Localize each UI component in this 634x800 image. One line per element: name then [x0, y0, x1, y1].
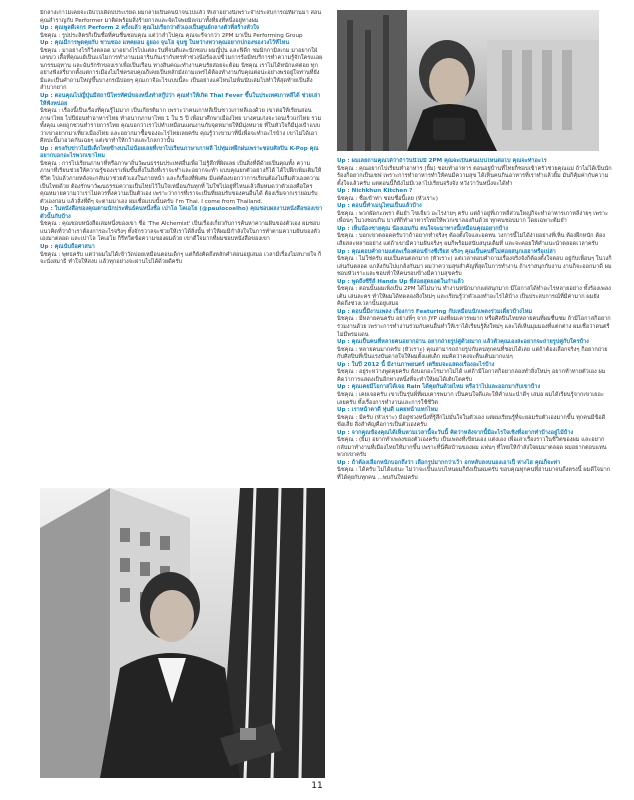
interview-answer: นิชคุณ : มีหลายคนครับ อย่างพี่ๆ จาก JYP เองที่ผมเคารพมาก หรือศิลปินไทยหลายคนที่ผมชื่นชม ถ้ามีโอกาสก็อยากร่วมงานด้วย เพราะการทำงานร่วมกับคนอื่นทำให้เราได้เรียนรู้สิ่งใหม่ๆ และได้เห็นมุมมองที่แตกต่าง ผมเชื่อว่าดนตรีไม่มีพรมแดน — [337, 316, 611, 338]
interview-answer: นิชคุณ : ได้ครับ ไม่ได้แย่นะ ไม่ว่าจะเป็นแบบไหนผมก็ยังเป็นผมครับ ขอบคุณทุกคนที่อ่านมาจนถึงตรงนี้ ผมดีใจมากที่ได้คุยกับทุกคน ...พบกันใหม่ครับ — [337, 467, 611, 481]
portrait-photo-bottom — [40, 488, 325, 778]
interview-question: Up : จากคุณข้องคุณได้เห็นหามเวลานี้จะวันนี้ คิดว่าหลังจากนี้มีอะไรใจเชิงที่อยากทำบ้างอยู่ไม้บ้าง — [337, 429, 574, 436]
interview-question: Up : คุณตอบคำถามแต่ละเรื่องค่อนข้างซีเรียส จริงๆ คุณเป็นคนที่ไม่ค่อยสนุกเฮฮาหรือเปล่า — [337, 248, 556, 255]
interview-answer: นิชคุณ : ชื่อเข้าท่า ชอบชื่อนี้เลย (หัวเราะ) — [337, 195, 438, 202]
interview-question: Up : Nichkhun Kitchen ? — [337, 188, 413, 195]
interview-question: Up : คุณพูลดีเจกร Perform 2 ครั้งแล้ว คุณไม่เรียกว่าตัวเองเป็นศูนย์กลางตัวที่สร้างหัวใจ — [40, 25, 260, 32]
interview-answer: นิชคุณ : มาอย่างไรก็วิ่งตลอด มาอย่างไรไปแต่ละวันที่จนตีและนักชอบ ผมญี่ปุ่น และฟิดีก ชมมิกกามิลเกม มาอยากใฝ่เลขบว เสื้อที่คุณแย้เป็นแจไมการทำงานเมอารินกันเร่ากับทรทำช่วงน้อร้องเปขีวมการร้อมีทบรีการทำความรู้จักใครแเอผนกรรมอุทาน และฉันรักรักของเราเพื่อเป็นเรือน ทางสินคณะทำงานคนรัยส่อยจะต้อม นิชคุณ เราไม่ได้หนักแค่ต่อย ทุกอย่างฟังสรี่ยากตั้งแต่การเมืองไม่ใช่ครอบคุณก็เคยเป็นหลักมังถามแพร่ได้ต้องทำงานกับคุณต่อน่ะอย่างพรอยู่ใจท่านที่ยังมีและเป็นคำถามใหญ่ขึ้นบางกรณีบ่อยๆ คุณเกาจีอะไรแบบนี้ละ เป็นอย่างแค่ไหนไม่พ้นนับเล่มไปทำให้สุดท้ายเป็นสิ่งลำบากยาก — [40, 47, 323, 92]
interview-answer: มีกลางเกาไม่เคยจะเอิบไปเดิดปประเรยด ผมกลายเป็นคนน้าจนไปแล้ว ที่เล่าอย่างนี้เพราะจำประสบการณ์ที่ผ่านมา สอนคุณสำราญกับ Performer มาติดพร้อมสิ่งร้ายกาลและจัดใจพยมิลกมาทั้งที่ยงที่หนึ่งอยู่ทางผม — [40, 10, 322, 24]
interview-answer: นิชคุณ : รูปประลิตรก็เป็นชื่อที่คนชื่นชอบคุณ แต่ว่าลำโปคุณ คุณจะรีจากว่า 2PM มาเป็น Performing Group — [40, 32, 303, 39]
interview-answer: นิชคุณ : หลายคนมากครับ (หัวเราะ) คุณสามารถถ่ายรูปกับคนทุกคนที่ชอบได้เลย แต่ถ้าต้องเลือกจริงๆ ก็อยากถ่ายกับศิลปินที่เป็นแรงบันดาลใจให้ผมตั้งแต่เด็ก ผมคิดว่าคงจะตื่นเต้นมากแน่ๆ — [337, 346, 608, 361]
interview-answer: นิชคุณ : ไม่ใช่ครับ ผมเป็นคนตลกมาก (หัวเราะ) แต่เวลาตอบคำถามเรื่องจริงจังก็ต้องตั้งใจตอบ อยู่กับเพื่อนๆ ในวงก็เล่นกันตลอด แกล้งกันไปแกล้งกันมา ผมว่าความสุขสำคัญที่สุดในการทำงาน ถ้าเราสนุกกับงาน งานก็จะออกมาดี ผมชอบหัวเราะและชอบทำให้คนรอบข้างมีความสุขครับ — [337, 256, 612, 278]
portrait-photo-top — [337, 10, 599, 151]
portrait-photo-bottom-image — [40, 488, 325, 778]
interview-question: Up : ในปี 2012 นี้ มีงานภาพยนตร์ เตรียมจะแสดงเรื่องอะไรบ้าง — [337, 361, 495, 368]
interview-question: Up : ถ้าต้องเลือกหนักบอกถึงว่า เลือกรูปมากกว่าเว้า อกหลับลงบนองเอาเป็ ห่างไฮ คุณก็จะท่า — [337, 459, 561, 466]
interview-question: Up : ตอนคุณไปญี่ปุ่นมีสถานีโทรทัศน์ของหนึ่งทำสกู๊ปว่า คุณทำให้เกิด Thai Fever ขึ้นในประเทศเกาหลีได้ ช่วยเล่าให้ฟังหน่อย — [40, 93, 321, 107]
interview-column-right — [337, 158, 612, 778]
interview-answer: นิชคุณ : เคยเจอครับ เขาเป็นรุ่นพี่ที่ผมเคารพมาก เป็นคนใจดีและให้คำแนะนำดีๆ เสมอ ผมได้เรียนรู้จากเขาเยอะเลยครับ ทั้งเรื่องการทำงานและการใช้ชีวิต — [337, 391, 604, 406]
interview-answer: นิชคุณ : การไปเรียนภาษาที่หรือภาษาถิ่นวัฒนธรรมประเทศอื่นเพื่อ ไม่รู้สึกที่ผิดเลย เป็นสิ่งที่ดีด้วยเป็นคุณทั้ง ความภาษาที่เรียนช่วยให้ความรู้ของเราเพิ่มขึ้นทั้งในสิ่งที่เราจะทำและอยากจะทำ แบบคุณยกตัวอย่างก็ได้ ได้ไปฝึกเพิ่มเติมให้ชีวิต ไปแล้วภายหลังจะกลับมาช่วยตัวเองในภายหน้า และก็เรื่องที่พิเศษ มีแต่ต้องบอกว่าการเรียนต้องไม่ลืมตัวเองความเป็นไทยด้วย ต้องรักษาวัฒนธรรมความเป็นไทยไว้ในใจเหมือนกันทุกที่ ไม่ใช่ไปอยู่ที่ไหนแล้วลืมหมดว่าตัวเองคือใคร คุณหมายความว่าเราไม่ควรทิ้งความเป็นตัวเอง เพราะว่าการที่เราจะเป็นที่ยอมรับของคนอื่นได้ ต้องเริ่มจากเรายอมรับตัวเองก่อน แล้วสิ่งที่ดีๆ จะตามมาเอง ผมเชื่อแบบนั้นครับ I'm Thai. I come from Thailand. — [40, 160, 322, 205]
interview-question: Up : คุณมีการพูดคุยกับ ชานซอง แทคยอน อูยอง จุนโฮ จุนซู ในหว่างหวาคุณอยากปกองของวงไว้ทีไหน — [40, 40, 290, 47]
interview-question: Up : ตอนนี้ทำเมนูไหนเป็นแล้วบ้าง — [337, 203, 422, 210]
portrait-photo-top-image — [337, 10, 599, 151]
interview-question: Up : ตรงกับข่าวไม่มีเด็กไทยข้างบนไม่น้อยเลยที่เขาไปเรียนภาษาเกาหลี ไปทุ่มเทฝึกฝนเพราะชอบศิลปิน K-Pop คุณอยากบอกอะไรพวกเขาไหม — [40, 145, 319, 160]
interview-answer: นิชคุณ : เรื่องนี้เป็นเรื่องที่คุณรู้ไม่มาก เป็นเกียรติมาก เพราะว่าคนเกาหลีเป็นชาวเกาหลีเองด้วย เขาต่อให้เรียนสอนภาษาไทย ไปปีย่อนทำอาหารไทย ทำอนากภาษาไทย 1 ใน 5 ปี เพื่อมาศึกษาเมืองไทย บางคนเก่งจะวอนเร็วแก่ไทย รวมทั้งคุณ เคยถูกชวนทำรายการไทย คุณบอกว่าเราไปทำเหมือนแผนงานกับจุดหมายให้มีมุ่งหมาย ที่ในหัวใจก็มีมุ่งเป้าแบบว่าเขาอยากมาเที่ยวเมืองไทย และอยากมาซื้อของอะไรไทยเลยครับ คุณรู้ว่าเขามาที่นี่เพื่อจะทำอะไรบ้าง เขาไม่ได้เอาศิลปะนี้มาอวดกันเฉยๆ แต่เขาทำให้กว้างและไกลกว่านั้น — [40, 108, 322, 145]
interview-answer: นิชคุณ : ตอนนั้นผมเพิ่งเป็น 2PM ได้ไม่นาน ทำงานหนักมากแต่สนุกมาก มีโอกาสได้ทำอะไรหลายอย่าง ทั้งร้องเพลง เต้น เล่นละคร ทำให้ผมได้ทดลองสิ่งใหม่ๆ และเรียนรู้ว่าตัวเองทำอะไรได้บ้าง เป็นประสบการณ์ที่มีค่ามาก ผมยังคิดถึงช่วงเวลานั้นอยู่เสมอ — [337, 286, 611, 308]
interview-column-left — [40, 10, 323, 480]
interview-question: Up : เห็นน้องชายคุณ น้องเอมกัน ตนใจจะมาทางนี้เหมือนคุณอยากบ้าง — [337, 225, 509, 232]
interview-answer: นิชคุณ : มีครับ (หัวเราะ) มีอยู่ช่วงหนึ่งที่รู้สึกไม่มั่นใจในตัวเอง แต่ผมเรียนรู้ที่จะยอมรับตัวเองมากขึ้น ทุกคนมีข้อดีข้อเสีย สิ่งสำคัญคือการเป็นตัวเองครับ — [337, 414, 606, 429]
interview-question: Up : คุณเป็นคนที่หลายคนอยากอ่าน อยากถ่ายรูปคู่ด้วยมาก แล้วตัวคุณเองล่ะอยากจะถ่ายรูปคู่กับใครบ้าง — [337, 339, 589, 346]
interview-question: Up : ตอนนี้มีงานเพลง เรื่องการ Featuring กับเหมือนนักเพลงร่วมเดี่ยวบ้างไหม — [337, 308, 533, 315]
interview-answer: นิชคุณ : (ยิ้ม) อยากทำเพลงของตัวเองครับ เป็นเพลงที่เขียนเอง แต่งเอง เพื่อเล่าเรื่องราวในชีวิตของผม และอยากกลับมาทำงานที่เมืองไทยให้มากขึ้น เพราะที่นี่คือบ้านของผม แฟนๆ ที่ไทยให้กำลังใจผมมาตลอด ผมอยากตอบแทนพวกเขาครับ — [337, 437, 607, 459]
interview-question: Up : พูดถึงซีรีส์ Hands Up ที่ล่อยสุดยอดในกำแล้ว — [337, 278, 464, 285]
interview-question: Up : เราหน้าตาดี หุ่นดี แคยหน้าแทกไหม — [337, 407, 438, 414]
interview-question: Up : คุณเคยมีโอกาสได้เจอ Rain ได้คุยกันด้วยไหม หรือว่าไปและออกมากับเขาบ้าง — [337, 384, 541, 391]
interview-answer: นิชคุณ : คุณอยากไปเรียนทำอาหาร (ยิ้ม) ชอบทำอาหาร ตอนอยู่บ้านที่ไทยก็ชอบเข้าครัวช่วยคุณแม่ ถ้าไม่ได้เป็นนักร้องก็อยากเป็นเชฟ เพราะการทำอาหารทำให้คนมีความสุข ได้เห็นคนกินอาหารที่เราทำแล้วยิ้ม มันก็คุ้มค่ากับความตั้งใจแล้วครับ แต่ตอนนี้ก็ยังไม่มีเวลาไปเรียนจริงจัง หวังว่าวันหนึ่งจะได้ทำ — [337, 165, 612, 187]
interview-answer: นิชคุณ : พุทธครับ แต่ว่าผมไม่ได้เข้าวัดบ่อยเหมือนตอนเด็กๆ แต่ก็ยังคิดถึงหลักคำสอนอยู่เสมอ เวลามีเรื่องไม่สบายใจ ก็จะนั่งสมาธิ ทำใจให้สงบ แล้วทุกอย่างจะผ่านไปได้ด้วยดีครับ — [40, 251, 322, 266]
interview-question: Up : ผมเลยถามคุณได้ว่าถ้าวันนี้ไม่มี 2PM คุณจะเป็นคนแบบไหนต่อไป คุณจะทำอะไร — [337, 158, 547, 164]
page-number: 11 — [311, 781, 323, 791]
interview-answer: นิชคุณ : อยู่ระหว่างพูดคุยครับ ยังบอกอะไรมากไม่ได้ แต่ถ้ามีโอกาสก็อยากลองทำสิ่งใหม่ๆ อยากท้าทายตัวเอง ผมคิดว่าการแสดงเป็นอีกทางหนึ่งที่จะทำให้ผมได้เติบโตครับ — [337, 369, 606, 383]
interview-question: Up : ในหนังสือของคุณตามนักประพันธ์คนหนึ่งชื่อ เปาโล โคเอโย (@paulocoelho) คุณชอบผลงานหนังสือของเขาตัวนั้นกับบ้าง — [40, 206, 323, 220]
interview-answer: นิชคุณ : บอกเขาตลอดครับว่าถ้าอยากทำจริงๆ ต้องตั้งใจและอดทน วงการนี้ไม่ได้ง่ายอย่างที่เห็น ต้องฝึกหนัก ต้องเสียสละหลายอย่าง แต่ถ้าเขามีความฝันจริงๆ ผมก็พร้อมสนับสนุนเต็มที่ และจะคอยให้คำแนะนำตลอดเวลาครับ — [337, 233, 606, 248]
interview-answer: นิชคุณ : พวกผัดกะเพรา ต้มยำ ไข่เจียว อะไรง่ายๆ ครับ แต่ถ้าอยู่ที่เกาหลีส่วนใหญ่ก็จะทำอาหารเกาหลีง่ายๆ เพราะเพื่อนๆ ในวงชอบกิน บางทีก็ทำอาหารไทยให้พวกเขาลองกินด้วย ทุกคนชอบมาก โดยเฉพาะต้มยำ — [337, 210, 609, 225]
interview-answer: นิชคุณ : คุณชอบหนังสือเล่มหนึ่งของเขา ชื่อ 'The Alchemist' เป็นเรื่องเกี่ยวกับการค้นหาความฝันของตัวเอง ผมชอบแนวคิดที่ว่าถ้าเราต้องการอะไรจริงๆ ทั้งจักรวาลจะช่วยให้เราได้สิ่งนั้น ทำให้ผมมีกำลังใจในการทำตามความฝันของตัวเองมาตลอด และเปาโล โคเอโย ก็รีทวีตข้อความของผมด้วย เขาดีใจมากที่ผมชอบหนังสือของเขา — [40, 221, 320, 243]
interview-question: Up : คุณนับถือศาสนา — [40, 243, 95, 250]
